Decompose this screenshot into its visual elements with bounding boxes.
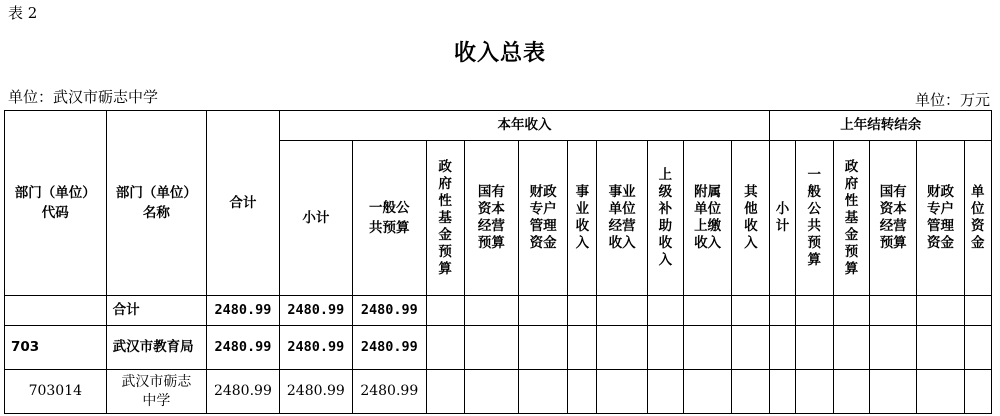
cell-subtotal: 2480.99: [279, 296, 352, 326]
col-cy-career: 事 业 收 入: [568, 141, 597, 296]
col-cy-soe-capital: 国有 资本 经营 预算: [464, 141, 518, 296]
cell-name: 合计: [106, 296, 207, 326]
cell-code: 703014: [5, 370, 107, 414]
col-py-gov-fund: 政 府 性 基 金 预 算: [833, 141, 869, 296]
col-cy-general-budget: 一般公共预算: [353, 141, 426, 296]
col-group-prior-year: 上年结转结余: [770, 111, 992, 141]
col-total: 合计: [207, 111, 279, 296]
col-dept-name: 部门（单位）名称: [106, 111, 207, 296]
page-title: 收入总表: [453, 41, 546, 66]
cell-subtotal: 2480.99: [279, 370, 352, 414]
col-cy-gov-fund: 政 府 性 基 金 预 算: [426, 141, 464, 296]
col-cy-other: 其 他 收 入: [732, 141, 770, 296]
currency-unit: 单位：万元: [914, 91, 990, 109]
col-py-soe-capital: 国有 资本 经营 预算: [870, 141, 917, 296]
col-py-subtotal: 小 计: [770, 141, 795, 296]
col-py-general-budget: 一 般 公 共 预 算: [795, 141, 833, 296]
table-row: [5, 296, 992, 326]
col-py-unit-funds: 单 位 资 金: [964, 141, 991, 296]
cell-code: 703: [5, 326, 107, 370]
cell-total: 2480.99: [207, 370, 279, 414]
table-row: [5, 326, 992, 370]
col-cy-affiliated: 附属 单位 上缴 收入: [683, 141, 731, 296]
cell-general-budget: 2480.99: [353, 370, 426, 414]
cell-general-budget: 2480.99: [353, 326, 426, 370]
col-dept-code: 部门（单位）代码: [5, 111, 107, 296]
reporting-unit: 单位：武汉市砺志中学: [8, 88, 159, 106]
cell-total: 2480.99: [207, 296, 279, 326]
cell-name: 武汉市砺志中学: [106, 370, 207, 414]
col-cy-fiscal-special: 财政 专户 管理 资金: [519, 141, 568, 296]
col-cy-operating: 事业 单位 经营 收入: [597, 141, 647, 296]
cell-general-budget: 2480.99: [353, 296, 426, 326]
col-py-fiscal-special: 财政 专户 管理 资金: [917, 141, 964, 296]
col-group-current-year: 本年收入: [279, 111, 770, 141]
income-summary-table: [4, 110, 992, 414]
table-number: 表 2: [8, 4, 38, 22]
cell-name: 武汉市教育局: [106, 326, 207, 370]
cell-subtotal: 2480.99: [279, 326, 352, 370]
cell-total: 2480.99: [207, 326, 279, 370]
col-cy-subsidy: 上 级 补 助 收 入: [647, 141, 683, 296]
col-cy-subtotal: 小计: [279, 141, 352, 296]
table-row: [5, 370, 992, 414]
